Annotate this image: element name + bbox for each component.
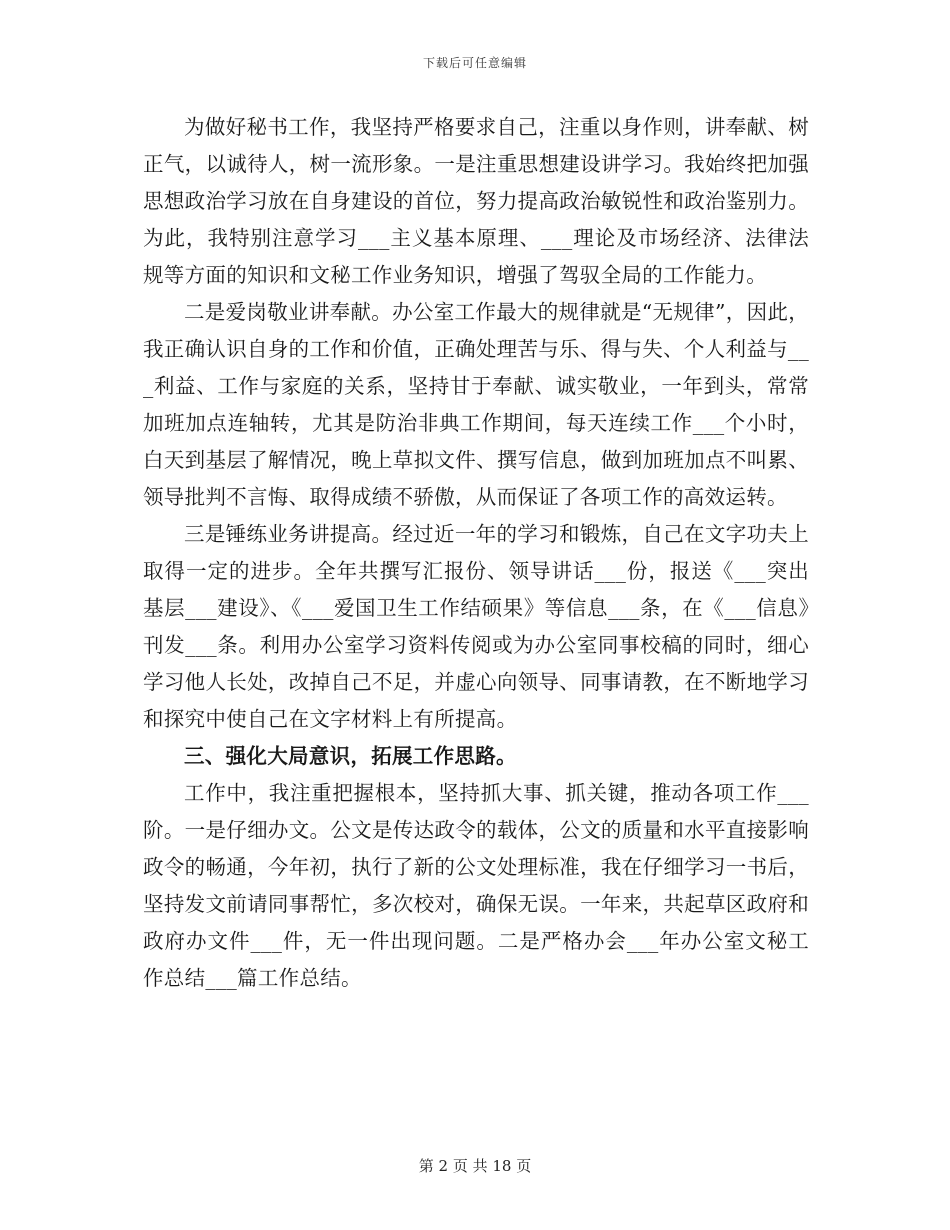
document-body bbox=[143, 109, 809, 997]
paragraph-3: 三是锤练业务讲提高。经过近一年的学习和锻炼，自己在文字功夫上取得一定的进步。全年共撰写汇报份、领导讲话___份，报送《___突出基层___建设》、《___爱国卫生工作结硕果》等信息___条，在《___信息》刊发___条。利用办公室学习资料传阅或为办公室同事校稿的同时，细心学习他人长处，改掉自己不足，并虚心向领导、同事请教，在不断地学习和探究中使自己在文字材料上有所提高。 bbox=[143, 522, 809, 731]
section-heading: 三、强化大局意识，拓展工作思路。 bbox=[184, 744, 517, 768]
paragraph-1: 为做好秘书工作，我坚持严格要求自己，注重以身作则，讲奉献、树正气，以诚待人，树一流形象。一是注重思想建设讲学习。我始终把加强思想政治学习放在自身建设的首位，努力提高政治敏锐性和政治鉴别力。为此，我特别注意学习___主义基本原理、___理论及市场经济、法律法规等方面的知识和文秘工作业务知识，增强了驾驭全局的工作能力。 bbox=[143, 115, 809, 287]
paragraph-4: 工作中，我注重把握根本，坚持抓大事、抓关键，推动各项工作___阶。一是仔细办文。公文是传达政令的载体，公文的质量和水平直接影响政令的畅通，今年初，执行了新的公文处理标准，我在仔细学习一书后，坚持发文前请同事帮忙，多次校对，确保无误。一年来，共起草区政府和政府办文件___件，无一件出现问题。二是严格办会___年办公室文秘工作总结___篇工作总结。 bbox=[143, 781, 809, 990]
paragraph-2: 二是爱岗敬业讲奉献。办公室工作最大的规律就是“无规律”，因此，我正确认识自身的工作和价值，正确处理苦与乐、得与失、个人利益与___利益、工作与家庭的关系，坚持甘于奉献、诚实敬业，一年到头，常常加班加点连轴转，尤其是防治非典工作期间，每天连续工作___个小时，白天到基层了解情况，晚上草拟文件、撰写信息，做到加班加点不叫累、领导批判不言悔、取得成绩不骄傲，从而保证了各项工作的高效运转。 bbox=[143, 300, 809, 509]
page-header: 下载后可任意编辑 bbox=[422, 56, 527, 70]
page-number-footer: 第 2 页 共 18 页 bbox=[418, 1157, 532, 1175]
